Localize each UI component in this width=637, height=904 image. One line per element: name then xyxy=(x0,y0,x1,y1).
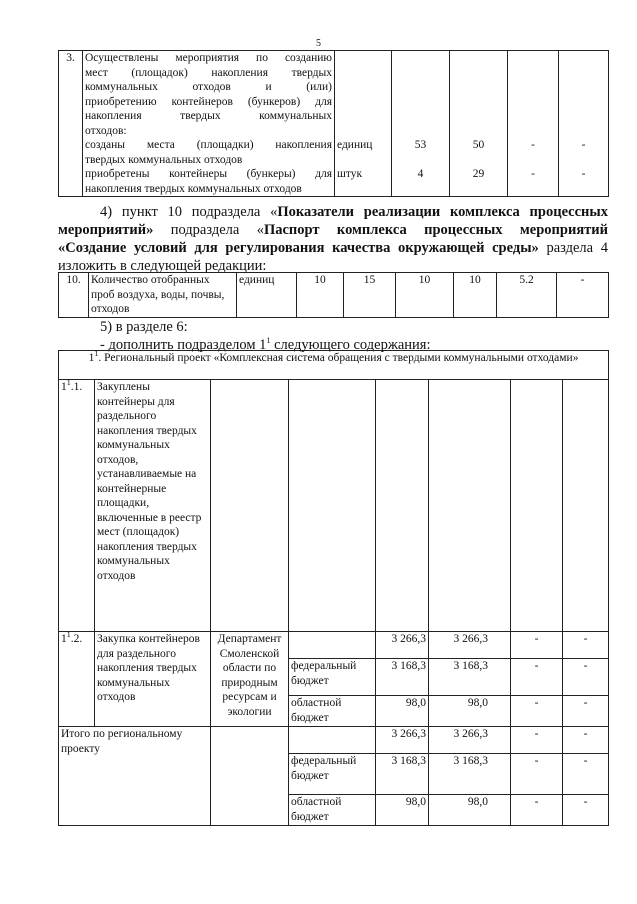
value-cell: - xyxy=(511,795,563,826)
value-cell: - xyxy=(511,632,563,659)
row-number: $1^1.1$. xyxy=(59,380,95,632)
table-row xyxy=(59,632,609,659)
empty-cell xyxy=(211,380,289,632)
funding-source-cell: федеральный бюджет xyxy=(289,659,376,696)
value-cell: 3 168,3 xyxy=(376,754,429,795)
funding-source-cell: федеральный бюджет xyxy=(289,754,376,795)
value-cell: 5.2 xyxy=(497,273,557,318)
row-description: Закуплены контейнеры для раздельного накопления твердых коммунальных отходов, устанавливаемые на контейнерные площадки, включенные в реестр мест (площадок) накопления твердых коммунальных отходов xyxy=(95,380,211,632)
value-cell: - xyxy=(511,696,563,727)
row-number: 10. xyxy=(59,273,89,318)
value-cell: - xyxy=(511,727,563,754)
value-cell: 50 29 xyxy=(450,51,508,197)
table-regional-project xyxy=(58,350,609,826)
empty-cell xyxy=(289,380,376,632)
empty-cell xyxy=(563,380,609,632)
value-cell: 3 168,3 xyxy=(376,659,429,696)
value-cell: 10 xyxy=(297,273,344,318)
empty-cell xyxy=(511,380,563,632)
row-description: Закупка контейнеров для раздельного накопления твердых коммунальных отходов xyxy=(95,632,211,727)
value-cell: 98,0 xyxy=(376,696,429,727)
value-cell: 3 266,3 xyxy=(376,727,429,754)
table-row xyxy=(59,380,609,632)
table-row xyxy=(59,273,609,318)
value-cell: 10 xyxy=(396,273,454,318)
row-number: $1^1.2$. xyxy=(59,632,95,727)
paragraph-4: 4) пункт 10 подраздела «Показатели реализации комплекса процессных мероприятий» подраздела «Паспорт комплекса процессных мероприятий «Создание условий для регулирования качества окружающей среды» раздела 4 изложить в следующей редакции: xyxy=(58,204,609,274)
value-cell: 3 266,3 xyxy=(429,727,511,754)
value-cell: - xyxy=(563,754,609,795)
table-events xyxy=(58,50,609,197)
unit-cell: единиц штук xyxy=(335,51,392,197)
organization-cell: Департамент Смоленской области по природным ресурсам и экологии xyxy=(211,632,289,727)
value-cell: - xyxy=(511,754,563,795)
value-cell: 3 266,3 xyxy=(429,632,511,659)
total-label: Итого по региональному проекту xyxy=(59,727,211,826)
value-cell: - xyxy=(563,632,609,659)
funding-source-cell: областной бюджет xyxy=(289,696,376,727)
table-indicator xyxy=(58,272,609,318)
section-header: $1^1$. Региональный проект «Комплексная система обращения с твердыми коммунальными отходами» xyxy=(59,351,609,380)
unit-cell: единиц xyxy=(237,273,297,318)
table-header-row xyxy=(59,351,609,380)
value-cell: - xyxy=(557,273,609,318)
value-cell: - xyxy=(563,727,609,754)
funding-source-cell xyxy=(289,727,376,754)
value-cell: - xyxy=(511,659,563,696)
funding-source-cell xyxy=(289,632,376,659)
row-description: Осуществлены мероприятия по созданию мест (площадок) накопления твердых коммунальных отходов и (или) приобретению контейнеров (бункеров) для накопления твердых коммунальных отходов: созданы места (площадки) накопления твердых коммунальных отходов приобретены контейнеры (бункеры) для накопления твердых коммунальных отходов xyxy=(83,51,335,197)
table-row xyxy=(59,727,609,754)
value-cell: 3 168,3 xyxy=(429,754,511,795)
value-cell: 98,0 xyxy=(429,795,511,826)
funding-source-cell: областной бюджет xyxy=(289,795,376,826)
value-cell: 53 4 xyxy=(392,51,450,197)
value-cell: 98,0 xyxy=(376,795,429,826)
row-description: Количество отобранных проб воздуха, воды, почвы, отходов xyxy=(89,273,237,318)
empty-cell xyxy=(376,380,429,632)
row-number: 3. xyxy=(59,51,83,197)
value-cell: - xyxy=(563,696,609,727)
value-cell: 10 xyxy=(454,273,497,318)
page-number: 5 xyxy=(316,38,321,49)
value-cell: 15 xyxy=(344,273,396,318)
empty-cell xyxy=(211,727,289,826)
value-cell: 3 266,3 xyxy=(376,632,429,659)
empty-cell xyxy=(429,380,511,632)
value-cell: - - xyxy=(508,51,559,197)
value-cell: - - xyxy=(559,51,609,197)
value-cell: 98,0 xyxy=(429,696,511,727)
paragraph-6: - дополнить подразделом $1^1$ следующего содержания: xyxy=(100,336,431,353)
table-row xyxy=(59,51,609,197)
paragraph-5: 5) в разделе 6: xyxy=(100,319,188,335)
value-cell: 3 168,3 xyxy=(429,659,511,696)
value-cell: - xyxy=(563,659,609,696)
value-cell: - xyxy=(563,795,609,826)
